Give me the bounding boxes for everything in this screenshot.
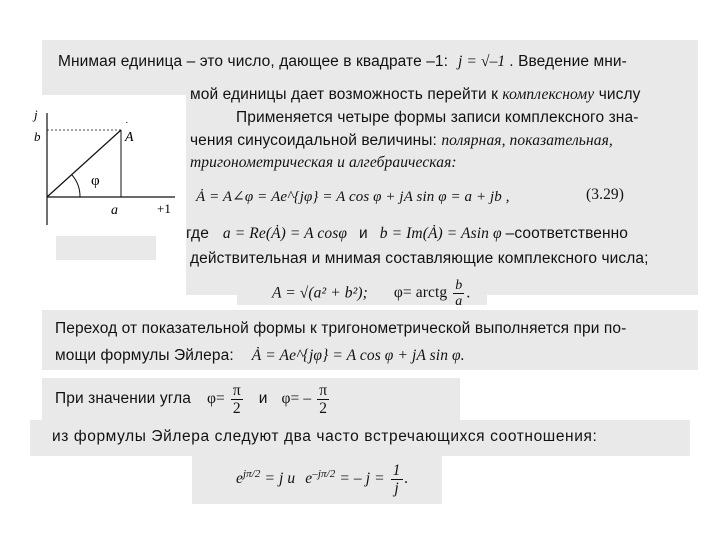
a-definition: a = Re(Ȧ) = A cosφ — [222, 225, 348, 242]
pi-over-2-fraction: $\frac{\pi}{2}$ — [232, 382, 241, 418]
relations-text: из формулы Эйлера следуют два часто встречающихся соотношения: — [52, 428, 598, 445]
para2-line4: тригонометрическая и алгебраическая: — [190, 154, 457, 171]
phasor-a-label: A — [125, 130, 134, 145]
phasor-vector — [47, 130, 121, 197]
where-line2: действительная и мнимая составляющие комплексного числа; — [190, 250, 649, 267]
imaginary-unit-formula: j = √–1 — [458, 53, 506, 70]
intro-tail: . Введение мни- — [509, 53, 627, 70]
para2-line1: мой единицы дает возможность перейти к комплексному числу — [190, 86, 641, 103]
phasor-diagram — [25, 105, 185, 235]
intro-text: Мнимая единица – это число, дающее в квадрате –1: — [58, 53, 449, 70]
para2-line3: чения синусоидальной величины: полярная, показательная, — [190, 132, 613, 149]
j-axis-label: j — [34, 107, 38, 122]
neg-pi-over-2-fraction: $\frac{\pi}{2}$ — [319, 382, 328, 418]
plus-one-label: +1 — [157, 201, 171, 216]
angle-arc — [72, 175, 80, 197]
phasor-dot: ˙ — [125, 120, 129, 132]
b-definition: b = Im(Ȧ) = Asin φ — [379, 225, 502, 242]
phi-label: φ — [91, 173, 100, 189]
arctg-fraction: $\frac{b}{a}$ — [455, 278, 463, 310]
bg-block-3 — [56, 236, 156, 260]
angle-line: При значении угла φ= $\frac{\pi}{2}$ и φ= – $\frac{\pi}{2}$ — [55, 382, 328, 418]
modulus-formula: A = √(a² + b²); φ= arctg $\frac{b}{a}$ . — [272, 278, 471, 310]
euler-formula: Ȧ = Ae^{jφ} = A cos φ + jA sin φ. — [251, 347, 465, 364]
exp-neg-j-pi-over-2: $e^{-j\pi/2}$ — [305, 467, 336, 488]
para2-line2: Применяется четыре формы записи комплексного зна- — [236, 109, 639, 126]
one-over-j-fraction: $\frac{1}{j}$ — [392, 462, 401, 498]
intro-line — [58, 53, 627, 71]
relations-formula: $e^{j\pi/2} = j$ и $e^{-j\pi/2}$ = – j = $\frac{1}{j}$ . — [236, 462, 409, 498]
equation-329: Ȧ = A∠φ = Ae^{jφ} = A cos φ + jA sin φ = a + jb , — [196, 189, 510, 205]
exp-j-pi-over-2: $e^{j\pi/2}$ — [236, 467, 261, 488]
b-label: b — [34, 129, 41, 144]
equation-number: (3.29) — [586, 186, 625, 203]
where-line: где a = Re(Ȧ) = A cosφ и b = Im(Ȧ) = Asin φ –соответственно — [186, 225, 629, 242]
euler-line2: мощи формулы Эйлера: Ȧ = Ae^{jφ} = A cos φ + jA sin φ. — [55, 347, 465, 364]
a-label: a — [111, 203, 118, 218]
euler-line1: Переход от показательной формы к тригонометрической выполняется при по- — [55, 320, 627, 337]
